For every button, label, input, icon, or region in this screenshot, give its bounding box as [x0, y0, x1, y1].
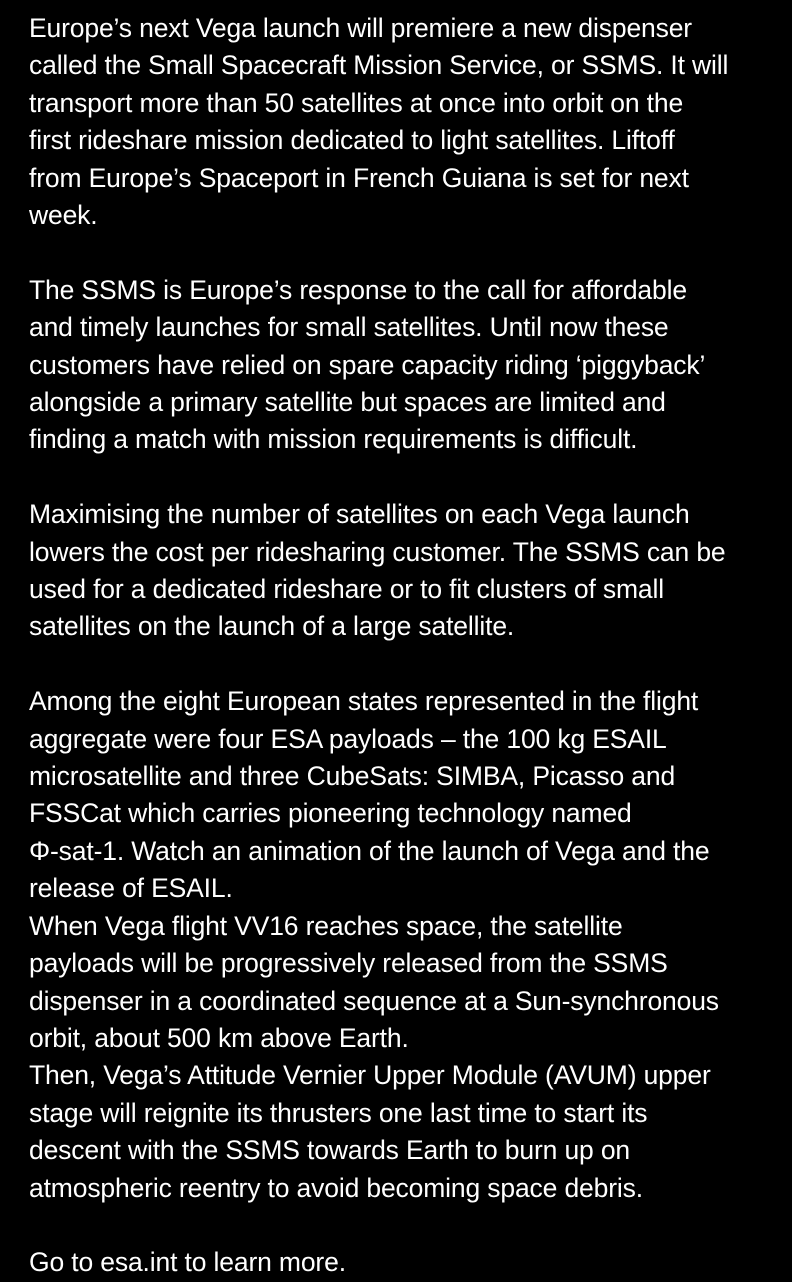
paragraph-europe-response: [29, 272, 774, 459]
text-line: descent with the SSMS towards Earth to burn up on: [29, 1135, 631, 1166]
text-line: called the Small Spacecraft Mission Service, or SSMS. It will: [29, 50, 729, 81]
article-text: [29, 10, 774, 1282]
paragraph-esa-payloads: [29, 683, 774, 907]
paragraph-learn-more: [29, 1244, 774, 1281]
text-line: lowers the cost per ridesharing customer. The SSMS can be: [29, 536, 726, 567]
text-line: used for a dedicated rideshare or to fit clusters of small: [29, 574, 664, 605]
text-line: week.: [29, 200, 98, 231]
text-line: release of ESAIL.: [29, 873, 233, 904]
paragraph-avum-reentry: [29, 1057, 774, 1207]
text-line: finding a match with mission requirements is difficult.: [29, 424, 638, 455]
text-line: microsatellite and three CubeSats: SIMBA, Picasso and: [29, 761, 676, 792]
paragraph-ssms-intro: [29, 10, 774, 234]
text-line: satellites on the launch of a large satellite.: [29, 611, 515, 642]
text-line: first rideshare mission dedicated to light satellites. Liftoff: [29, 125, 675, 156]
text-line: dispenser in a coordinated sequence at a Sun-synchronous: [29, 985, 719, 1016]
text-line: When Vega flight VV16 reaches space, the satellite: [29, 910, 623, 941]
text-line: Among the eight European states represented in the flight: [29, 686, 699, 717]
text-line: orbit, about 500 km above Earth.: [29, 1022, 409, 1053]
text-line: Φ-sat-1. Watch an animation of the launch of Vega and the: [29, 835, 710, 866]
text-line: from Europe’s Spaceport in French Guiana is set for next: [29, 162, 689, 193]
text-line: Maximising the number of satellites on each Vega launch: [29, 499, 690, 530]
text-line: alongside a primary satellite but spaces are limited and: [29, 387, 666, 418]
text-line: transport more than 50 satellites at once into orbit on the: [29, 87, 684, 118]
text-line: customers have relied on spare capacity riding ‘piggyback’: [29, 349, 706, 380]
text-line: FSSCat which carries pioneering technology named: [29, 798, 632, 829]
text-line: The SSMS is Europe’s response to the call for affordable: [29, 274, 687, 305]
text-line: Go to esa.int to learn more.: [29, 1247, 346, 1278]
paragraph-cost-per-customer: [29, 496, 774, 646]
text-line: aggregate were four ESA payloads – the 100 kg ESAIL: [29, 723, 667, 754]
text-line: Europe’s next Vega launch will premiere a new dispenser: [29, 13, 692, 43]
paragraph-release-sequence: [29, 908, 774, 1058]
text-line: payloads will be progressively released from the SSMS: [29, 948, 668, 979]
text-line: stage will reignite its thrusters one last time to start its: [29, 1097, 648, 1128]
text-line: atmospheric reentry to avoid becoming space debris.: [29, 1172, 643, 1203]
text-line: Then, Vega’s Attitude Vernier Upper Module (AVUM) upper: [29, 1060, 711, 1091]
text-line: and timely launches for small satellites. Until now these: [29, 312, 669, 343]
